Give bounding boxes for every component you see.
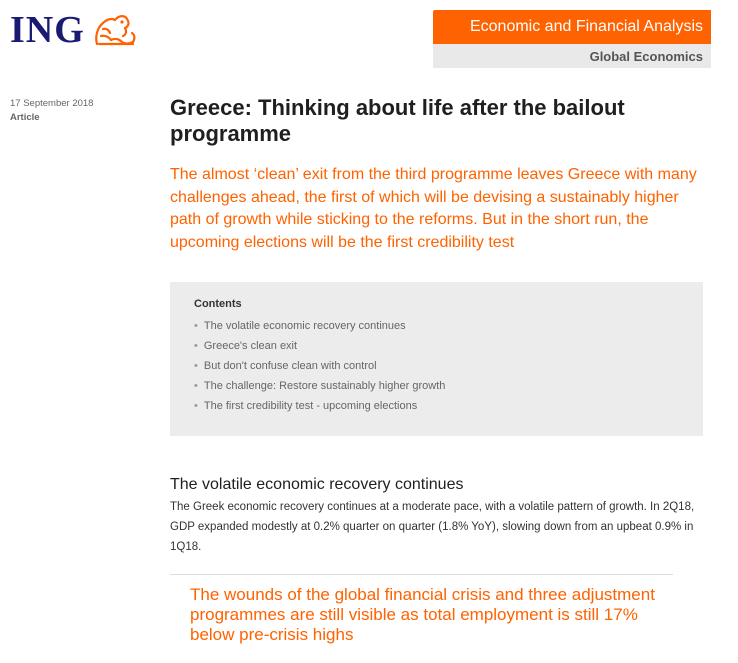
contents-box bbox=[170, 282, 703, 436]
article-date: 17 September 2018 bbox=[10, 98, 94, 109]
article-title: Greece: Thinking about life after the bailout programme bbox=[170, 95, 625, 146]
contents-item[interactable]: • The volatile economic recovery continues bbox=[194, 316, 679, 336]
contents-list bbox=[194, 316, 679, 416]
header-band bbox=[433, 10, 711, 44]
article-meta bbox=[10, 97, 93, 125]
header-title: Economic and Financial Analysis bbox=[469, 18, 703, 35]
lion-icon bbox=[89, 11, 139, 49]
section-heading: The volatile economic recovery continues bbox=[170, 476, 464, 493]
header-subtitle: Global Economics bbox=[589, 48, 703, 64]
contents-item[interactable]: • The challenge: Restore sustainably higher growth bbox=[194, 376, 679, 396]
contents-item[interactable]: • Greece's clean exit bbox=[194, 336, 679, 356]
contents-title: Contents bbox=[194, 298, 242, 310]
header-subtitle-band bbox=[433, 44, 711, 68]
logo-text: ING bbox=[10, 9, 85, 51]
article-lead: The almost ‘clean’ exit from the third programme leaves Greece with many challenges ahead, the first of which will be devising a sustainably higher path of growth while sticking to the reforms. But in the short run, the upcoming elections will be the first credibility test bbox=[170, 166, 697, 251]
ing-logo[interactable] bbox=[10, 8, 139, 52]
section-body: The Greek economic recovery continues at a moderate pace, with a volatile pattern of growth. In 2Q18, GDP expanded modestly at 0.2% quarter on quarter (1.8% YoY), slowing down from an upbeat 0.9% in 1Q18. bbox=[170, 501, 695, 553]
contents-item[interactable]: • The first credibility test - upcoming elections bbox=[194, 396, 679, 416]
pullquote-divider bbox=[170, 574, 673, 575]
pullquote: The wounds of the global financial crisis and three adjustment programmes are still visible as total employment is still 17% below pre-crisis highs bbox=[190, 585, 655, 644]
article-type: Article bbox=[10, 112, 40, 123]
contents-item[interactable]: • But don't confuse clean with control bbox=[194, 356, 679, 376]
